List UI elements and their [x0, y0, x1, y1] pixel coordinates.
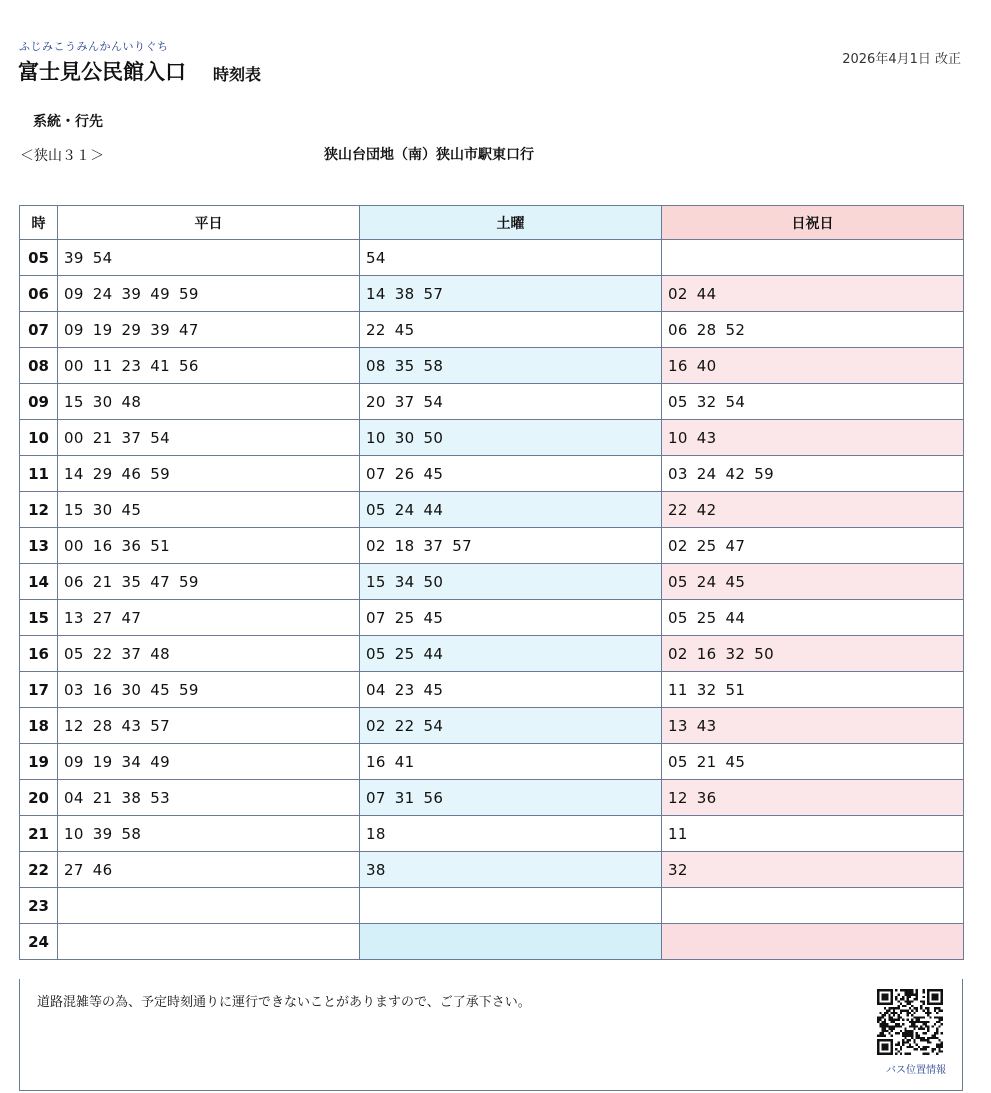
saturday-times: 10 30 50	[360, 420, 662, 456]
saturday-times: 05 24 44	[360, 492, 662, 528]
hour-cell: 08	[20, 348, 58, 384]
hour-cell: 16	[20, 636, 58, 672]
holiday-times: 12 36	[662, 780, 964, 816]
hour-cell: 15	[20, 600, 58, 636]
holiday-times	[662, 924, 964, 960]
hour-cell: 09	[20, 384, 58, 420]
notice-box	[19, 979, 963, 1091]
saturday-times: 07 26 45	[360, 456, 662, 492]
hour-cell: 10	[20, 420, 58, 456]
table-row	[20, 384, 964, 420]
hour-cell: 21	[20, 816, 58, 852]
holiday-times: 16 40	[662, 348, 964, 384]
saturday-times	[360, 888, 662, 924]
saturday-times: 14 38 57	[360, 276, 662, 312]
weekday-times: 00 21 37 54	[58, 420, 360, 456]
hour-cell: 06	[20, 276, 58, 312]
holiday-times: 03 24 42 59	[662, 456, 964, 492]
weekday-times: 39 54	[58, 240, 360, 276]
timetable-header-row	[20, 206, 964, 240]
table-row	[20, 528, 964, 564]
route-destination: 狭山台団地（南）狭山市駅東口行	[324, 147, 534, 163]
timetable	[19, 205, 964, 960]
saturday-times: 08 35 58	[360, 348, 662, 384]
weekday-times: 10 39 58	[58, 816, 360, 852]
saturday-times: 18	[360, 816, 662, 852]
table-row	[20, 276, 964, 312]
weekday-times: 13 27 47	[58, 600, 360, 636]
table-row	[20, 816, 964, 852]
weekday-times: 00 11 23 41 56	[58, 348, 360, 384]
hour-cell: 13	[20, 528, 58, 564]
table-row	[20, 636, 964, 672]
saturday-times: 20 37 54	[360, 384, 662, 420]
table-row	[20, 888, 964, 924]
hour-cell: 17	[20, 672, 58, 708]
qr-code-icon[interactable]	[877, 989, 943, 1055]
header-hour: 時	[20, 206, 58, 240]
holiday-times: 05 32 54	[662, 384, 964, 420]
weekday-times	[58, 888, 360, 924]
saturday-times: 02 18 37 57	[360, 528, 662, 564]
holiday-times: 02 25 47	[662, 528, 964, 564]
weekday-times: 27 46	[58, 852, 360, 888]
holiday-times: 05 25 44	[662, 600, 964, 636]
table-row	[20, 672, 964, 708]
hour-cell: 07	[20, 312, 58, 348]
revision-date: 2026年4月1日 改正	[842, 52, 961, 67]
hour-cell: 19	[20, 744, 58, 780]
route-name: ＜狭山３１＞	[20, 148, 104, 164]
table-row	[20, 924, 964, 960]
stop-name: 富士見公民館入口	[18, 60, 186, 84]
saturday-times: 54	[360, 240, 662, 276]
table-row	[20, 420, 964, 456]
table-row	[20, 744, 964, 780]
table-row	[20, 708, 964, 744]
holiday-times: 10 43	[662, 420, 964, 456]
holiday-times: 02 44	[662, 276, 964, 312]
timetable-body	[20, 240, 964, 960]
stop-name-furigana: ふじみこうみんかんいりぐち	[19, 40, 169, 53]
holiday-times: 13 43	[662, 708, 964, 744]
hour-cell: 11	[20, 456, 58, 492]
hour-cell: 12	[20, 492, 58, 528]
holiday-times: 05 21 45	[662, 744, 964, 780]
weekday-times: 04 21 38 53	[58, 780, 360, 816]
header-weekday: 平日	[58, 206, 360, 240]
saturday-times: 38	[360, 852, 662, 888]
hour-cell: 22	[20, 852, 58, 888]
saturday-times: 22 45	[360, 312, 662, 348]
holiday-times: 05 24 45	[662, 564, 964, 600]
table-row	[20, 240, 964, 276]
saturday-times: 15 34 50	[360, 564, 662, 600]
document-type: 時刻表	[213, 65, 262, 84]
weekday-times: 09 19 29 39 47	[58, 312, 360, 348]
saturday-times: 16 41	[360, 744, 662, 780]
table-row	[20, 780, 964, 816]
holiday-times	[662, 888, 964, 924]
saturday-times: 07 25 45	[360, 600, 662, 636]
header-saturday: 土曜	[360, 206, 662, 240]
hour-cell: 24	[20, 924, 58, 960]
weekday-times: 06 21 35 47 59	[58, 564, 360, 600]
holiday-times: 06 28 52	[662, 312, 964, 348]
weekday-times: 15 30 45	[58, 492, 360, 528]
weekday-times: 09 19 34 49	[58, 744, 360, 780]
hour-cell: 20	[20, 780, 58, 816]
hour-cell: 23	[20, 888, 58, 924]
hour-cell: 14	[20, 564, 58, 600]
delay-notice: 道路混雑等の為、予定時刻通りに運行できないことがありますので、ご了承下さい。	[37, 995, 531, 1010]
hour-cell: 18	[20, 708, 58, 744]
holiday-times: 22 42	[662, 492, 964, 528]
table-row	[20, 348, 964, 384]
weekday-times: 05 22 37 48	[58, 636, 360, 672]
saturday-times: 04 23 45	[360, 672, 662, 708]
hour-cell: 05	[20, 240, 58, 276]
table-row	[20, 852, 964, 888]
holiday-times	[662, 240, 964, 276]
holiday-times: 11	[662, 816, 964, 852]
saturday-times	[360, 924, 662, 960]
table-row	[20, 600, 964, 636]
weekday-times: 12 28 43 57	[58, 708, 360, 744]
weekday-times: 03 16 30 45 59	[58, 672, 360, 708]
weekday-times	[58, 924, 360, 960]
saturday-times: 02 22 54	[360, 708, 662, 744]
holiday-times: 02 16 32 50	[662, 636, 964, 672]
weekday-times: 09 24 39 49 59	[58, 276, 360, 312]
holiday-times: 32	[662, 852, 964, 888]
route-label: 系統・行先	[33, 114, 103, 130]
saturday-times: 07 31 56	[360, 780, 662, 816]
weekday-times: 00 16 36 51	[58, 528, 360, 564]
table-row	[20, 456, 964, 492]
table-row	[20, 312, 964, 348]
table-row	[20, 564, 964, 600]
saturday-times: 05 25 44	[360, 636, 662, 672]
header-holiday: 日祝日	[662, 206, 964, 240]
qr-caption: バス位置情報	[886, 1065, 946, 1076]
holiday-times: 11 32 51	[662, 672, 964, 708]
table-row	[20, 492, 964, 528]
weekday-times: 14 29 46 59	[58, 456, 360, 492]
weekday-times: 15 30 48	[58, 384, 360, 420]
